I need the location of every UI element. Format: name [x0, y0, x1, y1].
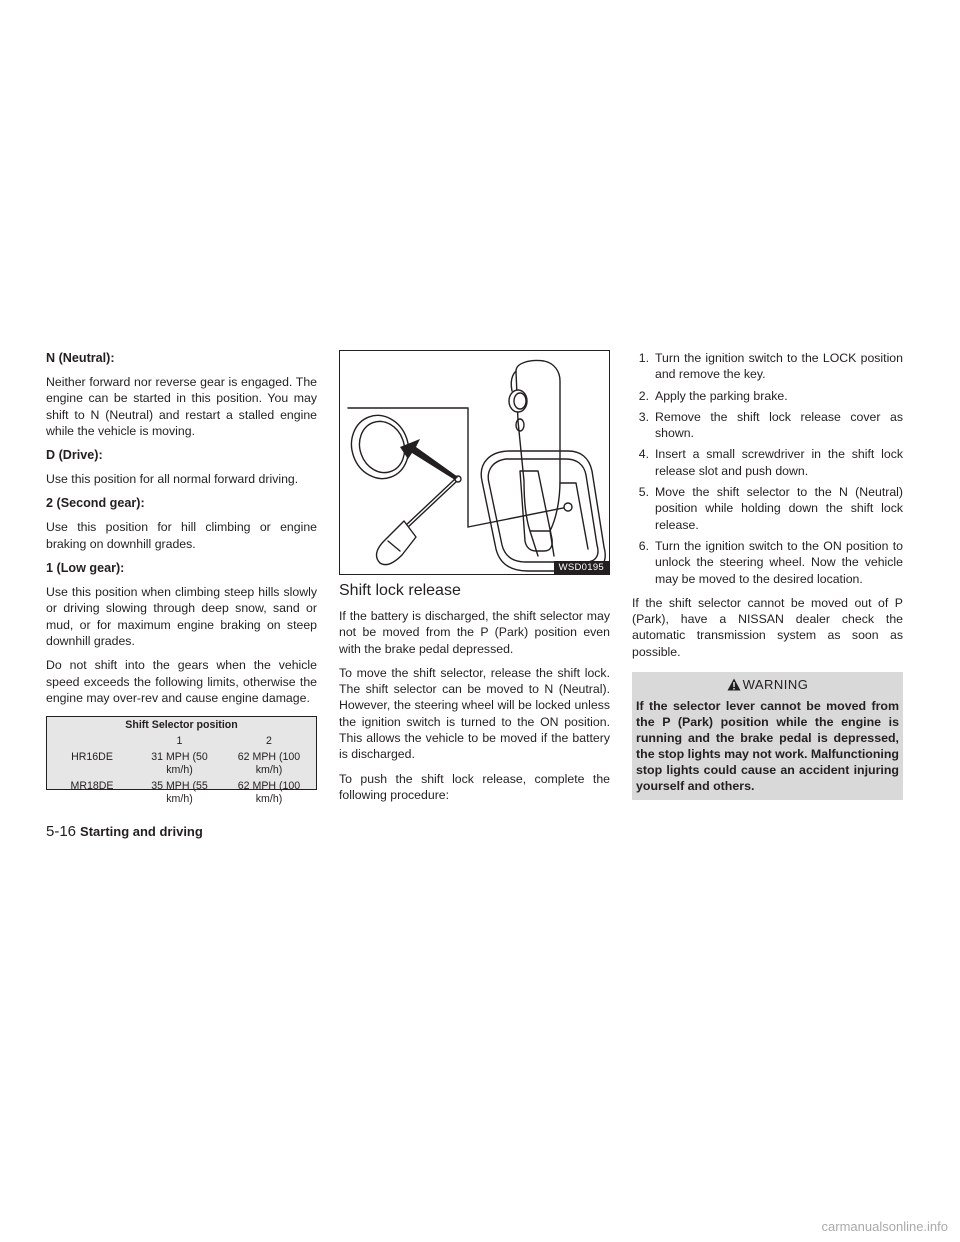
shift-selector-illustration	[340, 351, 609, 574]
second-gear-heading: 2 (Second gear):	[46, 496, 145, 511]
neutral-heading: N (Neutral):	[46, 351, 115, 365]
step-number: 5.	[638, 485, 649, 500]
step-text: Move the shift selector to the N (Neutral) position while holding down the shift lock release.	[655, 485, 903, 532]
warning-title: WARNING	[742, 677, 809, 693]
step-number: 2.	[638, 388, 649, 403]
speed-limit-table	[46, 716, 317, 806]
watermark[interactable]: carmanualsonline.info	[821, 1219, 948, 1234]
list-item	[632, 538, 903, 587]
step-text: Insert a small screwdriver in the shift lock release slot and push down.	[655, 447, 903, 478]
table-title: Shift Selector position	[125, 719, 238, 732]
list-item	[632, 446, 903, 479]
list-item	[632, 350, 903, 383]
right-column	[632, 350, 903, 800]
shift-lock-figure	[339, 350, 610, 575]
list-item	[632, 409, 903, 442]
step-number: 6.	[638, 538, 649, 553]
shift-lock-para: If the battery is discharged, the shift selector may not be moved from the P (Park) position even with the brake pedal depressed.	[339, 609, 610, 656]
step-number: 1.	[638, 351, 649, 365]
speed-cell: 62 MPH (100 km/h)	[237, 751, 301, 777]
step-number: 4.	[638, 447, 649, 462]
step-text: Apply the parking brake.	[655, 388, 788, 403]
engine-cell: HR16DE	[71, 751, 113, 764]
table-row	[47, 751, 316, 777]
speed-cell: 35 MPH (55 km/h)	[151, 780, 208, 806]
step-text: Turn the ignition switch to the ON position to unlock the steering wheel. Now the vehicle may be moved to the desired location.	[655, 538, 903, 586]
low-gear-text: Use this position when climbing steep hills slowly or driving slowing through deep snow, sand or mud, or for maximum engine braking on steep downhill grades.	[46, 585, 317, 648]
shift-lock-para: To move the shift selector, release the shift lock. The shift selector can be moved to N (Neutral). However, the steering wheel will be locked unless the ignition switch is turned to the ON position. This allows the vehicle to be moved if the battery is discharged.	[339, 665, 610, 762]
warning-icon	[727, 678, 741, 691]
speed-cell: 62 MPH (100 km/h)	[237, 780, 301, 806]
left-column	[46, 350, 317, 806]
table-header-row	[47, 735, 316, 748]
chapter-name: Starting and driving	[80, 824, 203, 839]
speed-limit-text: Do not shift into the gears when the vehicle speed exceeds the following limits, otherwise the engine may over-rev and cause engine damage.	[46, 658, 317, 705]
section-title: Shift lock release	[339, 582, 461, 599]
neutral-text: Neither forward nor reverse gear is engaged. The engine can be started in this position. You may shift to N (Neutral) and restart a stalled engine while the vehicle is moving.	[46, 375, 317, 438]
warning-header	[636, 676, 899, 694]
warning-text: If the selector lever cannot be moved from the P (Park) position while the engine is running and the brake pedal is depressed, the stop lights may not work. Malfunctioning stop lights could cause an accident injuring yourself and others.	[636, 699, 899, 794]
middle-column	[339, 350, 610, 811]
list-item	[632, 388, 903, 404]
procedure-list	[632, 350, 903, 587]
table-header-cell: 1	[176, 735, 183, 748]
engine-cell: MR18DE	[70, 780, 114, 793]
warning-box	[632, 672, 903, 800]
shift-lock-para: To push the shift lock release, complete the following procedure:	[339, 771, 610, 802]
list-item	[632, 484, 903, 533]
drive-heading: D (Drive):	[46, 448, 103, 463]
table-row	[47, 780, 316, 806]
speed-cell: 31 MPH (50 km/h)	[151, 751, 208, 777]
step-text: Turn the ignition switch to the LOCK position and remove the key.	[655, 351, 903, 382]
step-text: Remove the shift lock release cover as shown.	[655, 409, 903, 441]
low-gear-heading: 1 (Low gear):	[46, 561, 125, 576]
drive-text: Use this position for all normal forward driving.	[46, 472, 299, 487]
page-number: 5-16	[46, 823, 77, 840]
second-gear-text: Use this position for hill climbing or engine braking on downhill grades.	[46, 520, 317, 551]
page-footer	[46, 823, 203, 840]
table-header-cell: 2	[266, 735, 272, 748]
dealer-check-text: If the shift selector cannot be moved out of P (Park), have a NISSAN dealer check the automatic transmission system as soon as possible.	[632, 595, 903, 659]
step-number: 3.	[638, 409, 649, 424]
figure-code: WSD0195	[554, 561, 609, 574]
table-header-cell	[47, 735, 137, 748]
